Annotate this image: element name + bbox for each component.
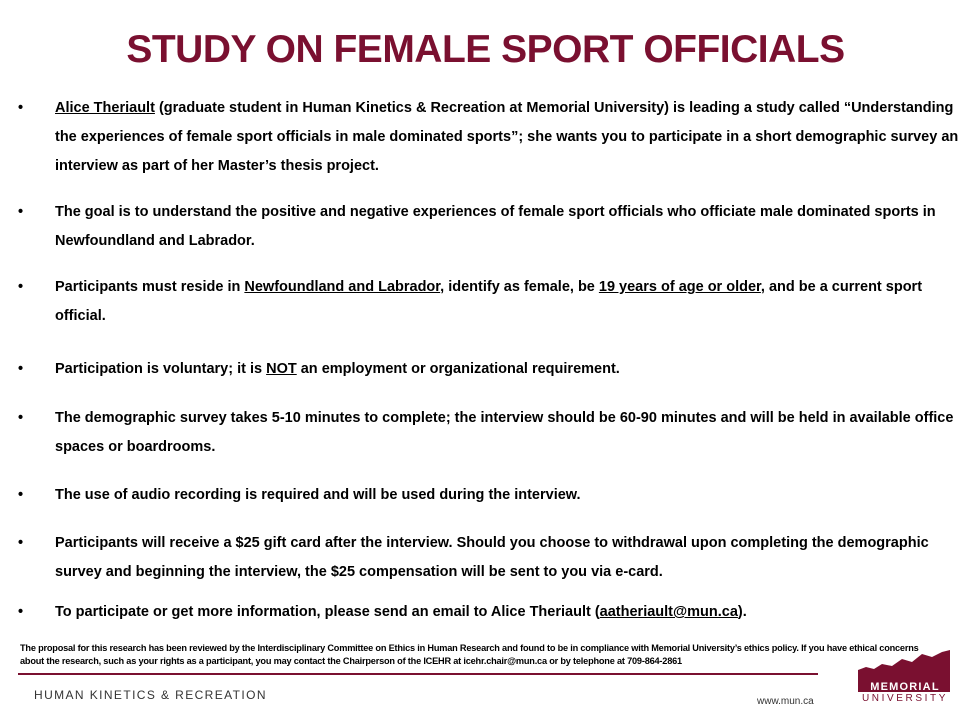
bullet-text: Participants will receive a $25 gift card after the interview. Should you choose to withdrawal upon completing the demographic survey and beginning the interview, the $25 compensation will be sent to you via e-card. — [55, 535, 929, 580]
bullet-marker: • — [18, 604, 24, 620]
bullet-marker: • — [18, 535, 24, 551]
bullet-text: Participants must reside in — [55, 279, 245, 295]
investigator-name: Alice Theriault — [55, 100, 155, 116]
bullet-text: , and be a current sport official. — [55, 279, 923, 324]
footer-divider — [18, 673, 818, 675]
ethics-fine-print: The proposal for this research has been reviewed by the Interdisciplinary Committee on Ethics in Human Research and found to be in compliance with Memorial University’s ethics policy. If you have ethical concerns about the research, such as your rights as a participant, you may contact the Chairperson of the ICEHR at icehr.chair@mun.ca or by telephone at 709-864-2861 — [20, 643, 919, 666]
bullet-text: To participate or get more information, please send an email to Alice Theriault ( — [55, 604, 600, 620]
bullet-text: The demographic survey takes 5-10 minutes to complete; the interview should be 60-90 minutes and will be held in available office spaces or boardrooms. — [55, 410, 954, 455]
bullet-marker: • — [18, 410, 24, 426]
bullet-text: , identify as female, be — [440, 279, 599, 295]
bullet-text: The goal is to understand the positive and negative experiences of female sport officials who officiate male dominated sports in Newfoundland and Labrador. — [55, 204, 936, 249]
bullet-marker: • — [18, 361, 24, 377]
not-emphasis: NOT — [266, 361, 297, 377]
website-link[interactable]: www.mun.ca — [757, 696, 814, 707]
bullet-marker: • — [18, 279, 24, 295]
bullet-text: Participation is voluntary; it is — [55, 361, 267, 377]
age-requirement: 19 years of age or older — [598, 279, 761, 295]
bullet-text: ). — [737, 604, 747, 620]
contact-email-link[interactable]: aatheriault@mun.ca — [599, 604, 738, 620]
bullet-marker: • — [18, 487, 24, 503]
bullet-marker: • — [18, 204, 24, 220]
logo-text-memorial: MEMORIAL — [870, 681, 940, 693]
bullet-marker: • — [18, 100, 24, 116]
department-name: HUMAN KINETICS & RECREATION — [34, 688, 267, 702]
memorial-university-logo — [856, 650, 952, 710]
bullet-text: an employment or organizational requirement. — [296, 361, 620, 377]
page-title: STUDY ON FEMALE SPORT OFFICIALS — [126, 28, 845, 71]
logo-text-university: UNIVERSITY — [861, 693, 948, 704]
residence-requirement: Newfoundland and Labrador — [244, 279, 441, 295]
bullet-text: (graduate student in Human Kinetics & Recreation at Memorial University) is leading a study called “Understanding the experiences of female sport officials in male dominated sports”; she wants you to participate in a short demographic survey an interview as part of her Master’s thesis project. — [55, 100, 959, 174]
bullet-text: The use of audio recording is required and will be used during the interview. — [55, 487, 581, 503]
